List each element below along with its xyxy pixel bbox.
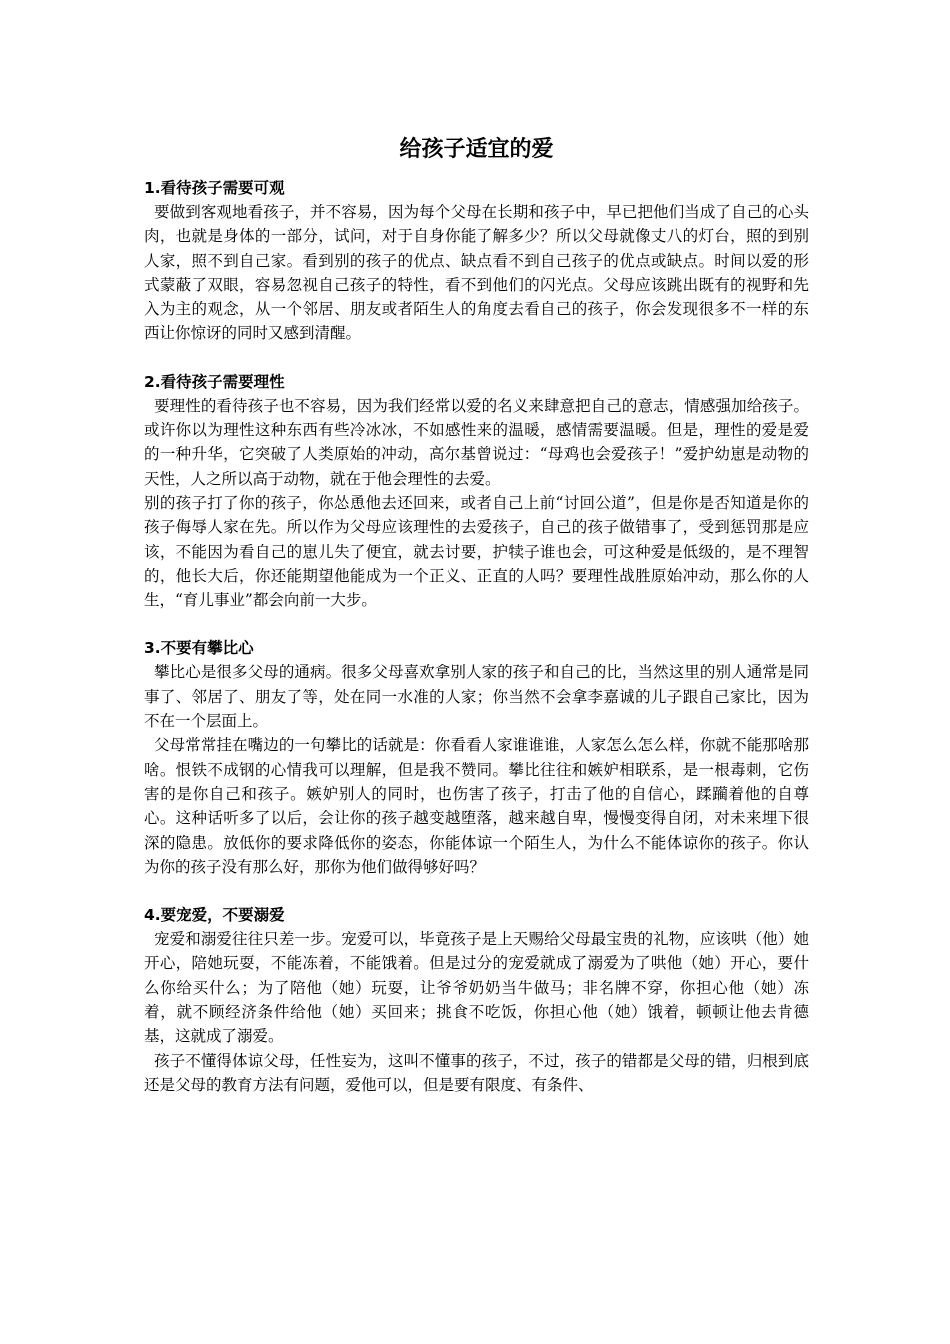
paragraph: 攀比心是很多父母的通病。很多父母喜欢拿别人家的孩子和自己的比，当然这里的别人通常是同事了、邻居了、朋友了等，处在同一水准的人家；你当然不会拿李嘉诚的儿子跟自己家比，因为不在一个层面上。 [144,663,809,731]
section-3 [144,636,809,879]
section-heading: 2.看待孩子需要理性 [144,372,285,391]
paragraph: 宠爱和溺爱往往只差一步。宠爱可以，毕竟孩子是上天赐给父母最宝贵的礼物，应该哄（他）她开心，陪她玩耍，不能冻着，不能饿着。但是过分的宠爱就成了溺爱为了哄他（她）开心，要什么你给买什么；为了陪他（她）玩耍，让爷爷奶奶当牛做马；非名牌不穿，你担心他（她）冻着，就不顾经济条件给他（她）买回来；挑食不吃饭，你担心他（她）饿着，顿顿让他去肯德基，这就成了溺爱。 [144,930,809,1046]
document-page [144,128,809,1097]
section-spacer [144,346,809,370]
section-heading: 1.看待孩子需要可观 [144,179,285,197]
paragraph: 要理性的看待孩子也不容易，因为我们经常以爱的名义来肆意把自己的意志，情感强加给孩子。或许你以为理性这种东西有些冷冰冰，不如感性来的温暖，感情需要温暖。但是，理性的爱是爱的一种升华，它突破了人类原始的冲动，高尔基曾说过：“母鸡也会爱孩子！”爱护幼崽是动物的天性，人之所以高于动物，就在于他会理性的去爱。 [144,396,809,488]
paragraph: 别的孩子打了你的孩子，你怂恿他去还回来，或者自己上前“讨回公道”，但是你是否知道是你的孩子侮辱人家在先。所以作为父母应该理性的去爱孩子，自己的孩子做错事了，受到惩罚那是应该，不能因为看自己的崽儿失了便宜，就去讨要，护犊子谁也会，可这种爱是低级的，是不理智的，他长大后，你还能期望他能成为一个正义、正直的人吗？要理性战胜原始冲动，那么你的人生，“育儿事业”都会向前一大步。 [144,493,809,610]
section-2 [144,370,809,613]
section-heading: 3.不要有攀比心 [144,639,254,658]
document-title: 给孩子适宜的爱 [399,137,554,162]
section-spacer [144,879,809,903]
section-1 [144,176,809,346]
paragraph: 要做到客观地看孩子，并不容易，因为每个父母在长期和孩子中，早已把他们当成了自己的心头肉，也就是身体的一部分，试问，对于自身你能了解多少？所以父母就像丈八的灯台，照的到别人家，照不到自己家。看到别的孩子的优点、缺点看不到自己孩子的优点或缺点。时间以爱的形式蒙蔽了双眼，容易忽视自己孩子的特性，看不到他们的闪光点。父母应该跳出既有的视野和先入为主的观念，从一个邻居、朋友或者陌生人的角度去看自己的孩子，你会发现很多不一样的东西让你惊讶的同时又感到清醒。 [144,203,809,343]
paragraph: 孩子不懂得体谅父母，任性妄为，这叫不懂事的孩子，不过，孩子的错都是父母的错，归根到底还是父母的教育方法有问题，爱他可以，但是要有限度、有条件、 [144,1051,809,1094]
section-heading: 4.要宠爱，不要溺爱 [144,906,285,925]
section-4 [144,903,809,1097]
section-spacer [144,612,809,636]
paragraph: 父母常常挂在嘴边的一句攀比的话就是：你看看人家谁谁谁，人家怎么怎么样，你就不能那啥那啥。恨铁不成钢的心情我可以理解，但是我不赞同。攀比往往和嫉妒相联系，是一根毒刺，它伤害的是你自己和孩子。嫉妒别人的同时，也伤害了孩子，打击了他的自信心，蹂躏着他的自尊心。这种话听多了以后，会让你的孩子越变越堕落，越来越自卑，慢慢变得自闭，对未来埋下很深的隐患。放低你的要求降低你的姿态，你能体谅一个陌生人，为什么不能体谅你的孩子。你认为你的孩子没有那么好，那你为他们做得够好吗？ [144,736,809,876]
